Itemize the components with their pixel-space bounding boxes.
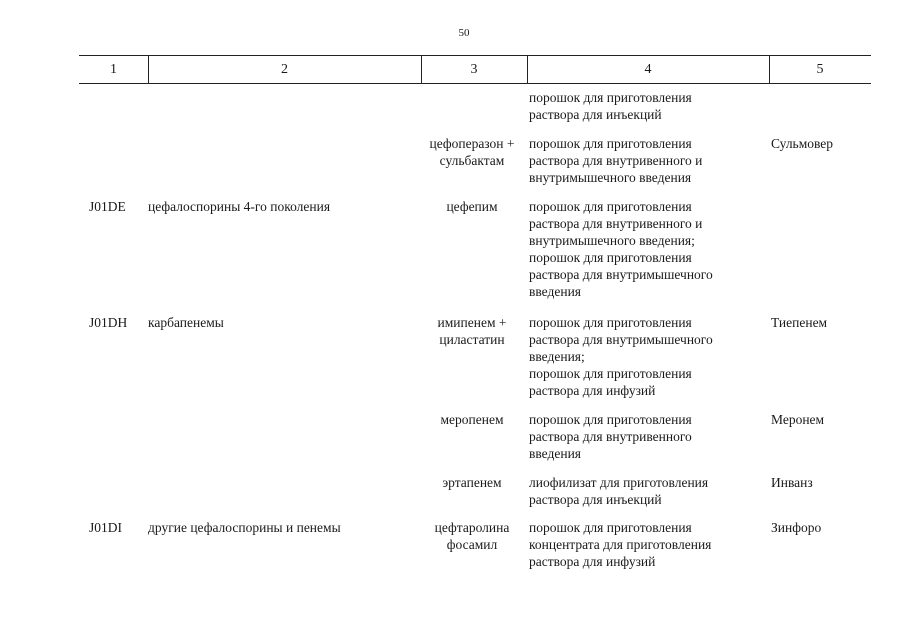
dosage-form-line: раствора для внутривенного и [529, 216, 703, 231]
substance-cell [420, 411, 524, 428]
dosage-form-line: раствора для внутримышечного [529, 332, 713, 347]
dosage-form-cell [529, 89, 692, 123]
dosage-form-cell [529, 474, 708, 508]
substance-line: имипенем + [437, 315, 507, 330]
substance-cell [420, 474, 524, 491]
substance-line: цефоперазон + [429, 136, 515, 151]
substance-line: эртапенем [442, 475, 502, 490]
substance-cell [420, 519, 524, 553]
table-header [79, 55, 871, 84]
dosage-form-line: введения [529, 446, 582, 461]
dosage-form-line: введения [529, 284, 582, 299]
substance-line: цефепим [446, 199, 498, 214]
dosage-form-cell [529, 411, 692, 462]
substance-line: сульбактам [439, 153, 505, 168]
column-header-3: 3 [470, 62, 478, 77]
atc-code-cell: J01DH [89, 315, 128, 330]
dosage-form-line: раствора для внутримышечного [529, 267, 713, 282]
column-header-2: 2 [281, 62, 288, 77]
substance-cell [420, 314, 524, 348]
dosage-form-line: порошок для приготовления [529, 250, 692, 265]
dosage-form-line: раствора для инфузий [529, 554, 656, 569]
dosage-form-cell [529, 314, 713, 399]
column-header-1: 1 [110, 62, 117, 77]
page-number: 50 [458, 27, 470, 39]
trade-name-cell: Меронем [771, 412, 825, 427]
dosage-form-line: лиофилизат для приготовления [529, 475, 709, 490]
dosage-form-line: раствора для внутривенного и [529, 153, 703, 168]
atc-code-cell: J01DI [89, 520, 122, 535]
dosage-form-cell [529, 135, 702, 186]
dosage-form-line: порошок для приготовления [529, 136, 692, 151]
trade-name-cell: Зинфоро [771, 520, 822, 535]
dosage-form-line: порошок для приготовления [529, 412, 692, 427]
group-name-cell: цефалоспорины 4-го поколения [148, 199, 331, 214]
dosage-form-line: концентрата для приготовления [529, 537, 712, 552]
dosage-form-line: внутримышечного введения; [529, 233, 695, 248]
atc-code-cell: J01DE [89, 199, 126, 214]
group-name-cell: карбапенемы [148, 315, 224, 330]
dosage-form-line: внутримышечного введения [529, 170, 692, 185]
dosage-form-cell [529, 519, 711, 570]
substance-line: меропенем [440, 412, 504, 427]
dosage-form-line: раствора для инфузий [529, 383, 656, 398]
dosage-form-line: раствора для внутривенного [529, 429, 692, 444]
trade-name-cell: Сульмовер [771, 136, 834, 151]
dosage-form-line: порошок для приготовления [529, 90, 692, 105]
column-header-4: 4 [644, 62, 652, 77]
dosage-form-line: раствора для инъекций [529, 107, 662, 122]
dosage-form-line: введения; [529, 349, 585, 364]
substance-line: циластатин [439, 332, 505, 347]
substance-cell [420, 198, 524, 215]
dosage-form-line: порошок для приготовления [529, 315, 692, 330]
dosage-form-line: порошок для приготовления [529, 199, 692, 214]
column-header-5: 5 [816, 62, 824, 77]
group-name-cell: другие цефалоспорины и пенемы [148, 520, 341, 535]
substance-line: цефтаролина [434, 520, 510, 535]
dosage-form-cell [529, 198, 713, 300]
trade-name-cell: Инванз [771, 475, 813, 490]
substance-line: фосамил [446, 537, 498, 552]
trade-name-cell: Тиепенем [771, 315, 828, 330]
dosage-form-line: порошок для приготовления [529, 366, 692, 381]
dosage-form-line: раствора для инъекций [529, 492, 662, 507]
dosage-form-line: порошок для приготовления [529, 520, 692, 535]
substance-cell [420, 135, 524, 169]
